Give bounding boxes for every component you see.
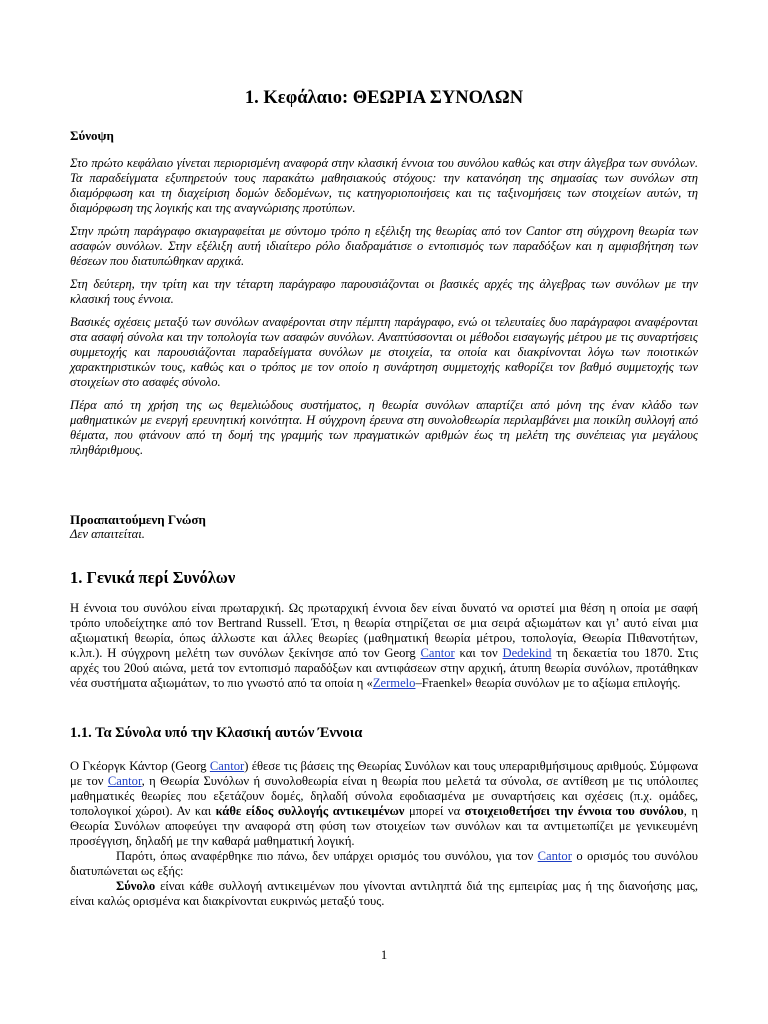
text-run: είναι κάθε συλλογή αντικειμένων που γίνονται αντιληπτά διά της εμπειρίας μας ή της διανοήσης μας, είναι καλώς ορισμένα και διακρίνονται ευκρινώς μεταξύ τους.: [70, 879, 698, 908]
summary-paragraph-3: Στη δεύτερη, την τρίτη και την τέταρτη παράγραφο παρουσιάζονται οι βασικές αρχές της άλγεβρας των συνόλων με την κλασική τους έννοια.: [70, 277, 698, 306]
summary-paragraph-1: Στο πρώτο κεφάλαιο γίνεται περιορισμένη αναφορά στην κλασική έννοια του συνόλου καθώς και στην άλγεβρα των συνόλων. Τα παραδείγματα εξυπηρετούν τους παρακάτω μαθησιακούς στόχους: την κατανόηση της σημασίας των συνόλων στη διαμόρφωση και τη διαχείριση δομών δεδομένων, τις κατηγοριοποιήσεις και τις ταξινομήσεις των στοιχείων αυτών, τη διαμόρφωση της λογικής και της αναγνώρισης προτύπων.: [70, 156, 698, 215]
text-run: και τον: [454, 646, 503, 660]
text-run: Παρότι, όπως αναφέρθηκε πιο πάνω, δεν υπάρχει ορισμός του συνόλου, για τον: [116, 849, 538, 863]
chapter-title: 1. Κεφάλαιο: ΘΕΩΡΙΑ ΣΥΝΟΛΩΝ: [244, 88, 524, 108]
text-run: Ο Γκέοργκ Κάντορ (Georg: [70, 759, 210, 773]
text-run: τη δεκαετία του 1870. Στις αρχές του 20ού αιώνα, μετά τον εντοπισμό παραδόξων και αντιφάσεων στην αρχική, άτυπη θεωρία συνόλων, προτάθηκαν νέα συστήματα αξιωμάτων, το πιο γνωστό από τα οποία η «: [70, 646, 698, 690]
section-1-1-paragraph-2: [70, 849, 698, 879]
cantor-link[interactable]: Cantor: [420, 646, 455, 660]
bold-phrase: κάθε είδος συλλογής αντικειμένων: [215, 804, 405, 818]
cantor-link[interactable]: Cantor: [209, 759, 245, 773]
text-run: Η έννοια του συνόλου είναι πρωταρχική. Ως πρωταρχική έννοια δεν είναι δυνατό να οριστεί μια θέση η οποία με σαφή τρόπο υποδείχτηκε από τον Bertrand Russell. Έτσι, η θεωρία στηρίζεται σε μια σειρά αξιωμάτων και γι’ αυτό είναι μια αξιωματική θεωρία, όπως άλλωστε και άλλες θεωρίες (μαθηματική θεωρία μέτρου, τοπολογία, Θεωρία Πιθανοτήτων, κ.λπ.). Η σύγχρονη μελέτη των συνόλων ξεκίνησε από τον Georg: [70, 601, 698, 660]
text-run: ) έθεσε τις βάσεις της Θεωρίας Συνόλων και τους υπεραριθμήσιμους αριθμούς. Σύμφωνα με τον: [70, 759, 698, 788]
summary-paragraph-4: Βασικές σχέσεις μεταξύ των συνόλων αναφέρονται στην πέμπτη παράγραφο, ενώ οι τελευταίες δυο παράγραφοι αναφέρονται στα ασαφή σύνολα και την τοπολογία των ασαφών συνόλων. Αναπτύσσονται οι μέθοδοι εισαγωγής μέτρου με τις συναρτήσεις συμμετοχής και παρουσιάζονται παραδείγματα συνόλων με στοιχεία, τα οποία και διακρίνονται λόγω των ποιοτικών χαρακτηριστικών τους, καθώς και ο τρόπος με τον οποίο η συνάρτηση συμμετοχής καθορίζει τον βαθμό συμμετοχής των στοιχείων στο ασαφές σύνολο.: [70, 315, 698, 389]
text-run: μπορεί να: [404, 804, 465, 818]
section-1-paragraph: [70, 601, 698, 691]
text-run: , η Θεωρία Συνόλων αποφεύγει την αναφορά στη φύση των στοιχείων των συνόλων και τα αντιμετωπίζει με γενικευμένη προσέγγιση, δηλαδή με την καθαρά μαθηματική λογική.: [70, 804, 698, 848]
cantor-link[interactable]: Cantor: [107, 774, 142, 788]
section-1-1-paragraph-1: [70, 759, 698, 849]
zermelo-link[interactable]: Zermelo: [372, 676, 416, 690]
section-1-body: [70, 601, 698, 691]
summary-paragraph-5: Πέρα από τη χρήση της ως θεμελιώδους συστήματος, η θεωρία συνόλων απαρτίζει από μόνη της έναν κλάδο των μαθηματικών με ενεργή ερευνητική κοινότητα. Η σύγχρονη έρευνα στη συνολοθεωρία περιλαμβάνει μια ποικίλη συλλογή από θέματα, που φτάνουν από τη δομή της γραμμής των πραγματικών αριθμών έως τη μελέτη της συνέπειας για μεγάλους πληθάριθμους.: [70, 398, 698, 457]
summary-heading-wrap: [70, 128, 698, 143]
summary-heading: Σύνοψη: [70, 128, 114, 143]
text-run: –Fraenkel» θεωρία συνόλων με το αξίωμα επιλογής.: [415, 676, 681, 690]
section-1-1-body: [70, 759, 698, 909]
prereq-heading: Προαπαιτούμενη Γνώση: [70, 512, 206, 527]
text-run: ο ορισμός του συνόλου διατυπώνεται ως εξής:: [70, 849, 698, 878]
section-1-heading: 1. Γενικά περί Συνόλων: [70, 568, 236, 587]
dedekind-link[interactable]: Dedekind: [502, 646, 552, 660]
prereq-block: [70, 512, 698, 542]
summary-paragraph-2: Στην πρώτη παράγραφο σκιαγραφείται με σύντομο τρόπο η εξέλιξη της θεωρίας από τον Cantor στη σύγχρονη θεωρία των ασαφών συνόλων. Στην εξέλιξη αυτή ιδιαίτερο ρόλο διαδραμάτισε ο εντοπισμός των παραδόξων και η αμφισβήτηση των θέσεων που διατυπώθηκαν αρχικά.: [70, 224, 698, 268]
section-1-heading-wrap: [70, 568, 698, 588]
summary-block: [70, 156, 698, 458]
definition-paragraph: [70, 879, 698, 909]
definition-term: Σύνολο: [116, 879, 156, 893]
prereq-text: Δεν απαιτείται.: [70, 527, 145, 541]
text-run: , η Θεωρία Συνόλων ή συνολοθεωρία είναι η θεωρία που μελετά τα σύνολα, σε αντίθεση με τις υπόλοιπες μαθηματικές θεωρίες που εξετάζουν δομές, δηλαδή σύνολα εφοδιασμένα με συναρτήσεις και σχέσεις (π.χ. ομάδες, τοπολογικοί χώροι). Αν και: [70, 774, 698, 818]
section-1-1-heading-wrap: [70, 725, 698, 742]
bold-phrase: στοιχειοθετήσει την έννοια του συνόλου: [464, 804, 684, 818]
page-number: 1: [380, 948, 388, 962]
cantor-link[interactable]: Cantor: [537, 849, 572, 863]
section-1-1-heading: 1.1. Τα Σύνολα υπό την Κλασική αυτών Έννοια: [70, 725, 363, 741]
